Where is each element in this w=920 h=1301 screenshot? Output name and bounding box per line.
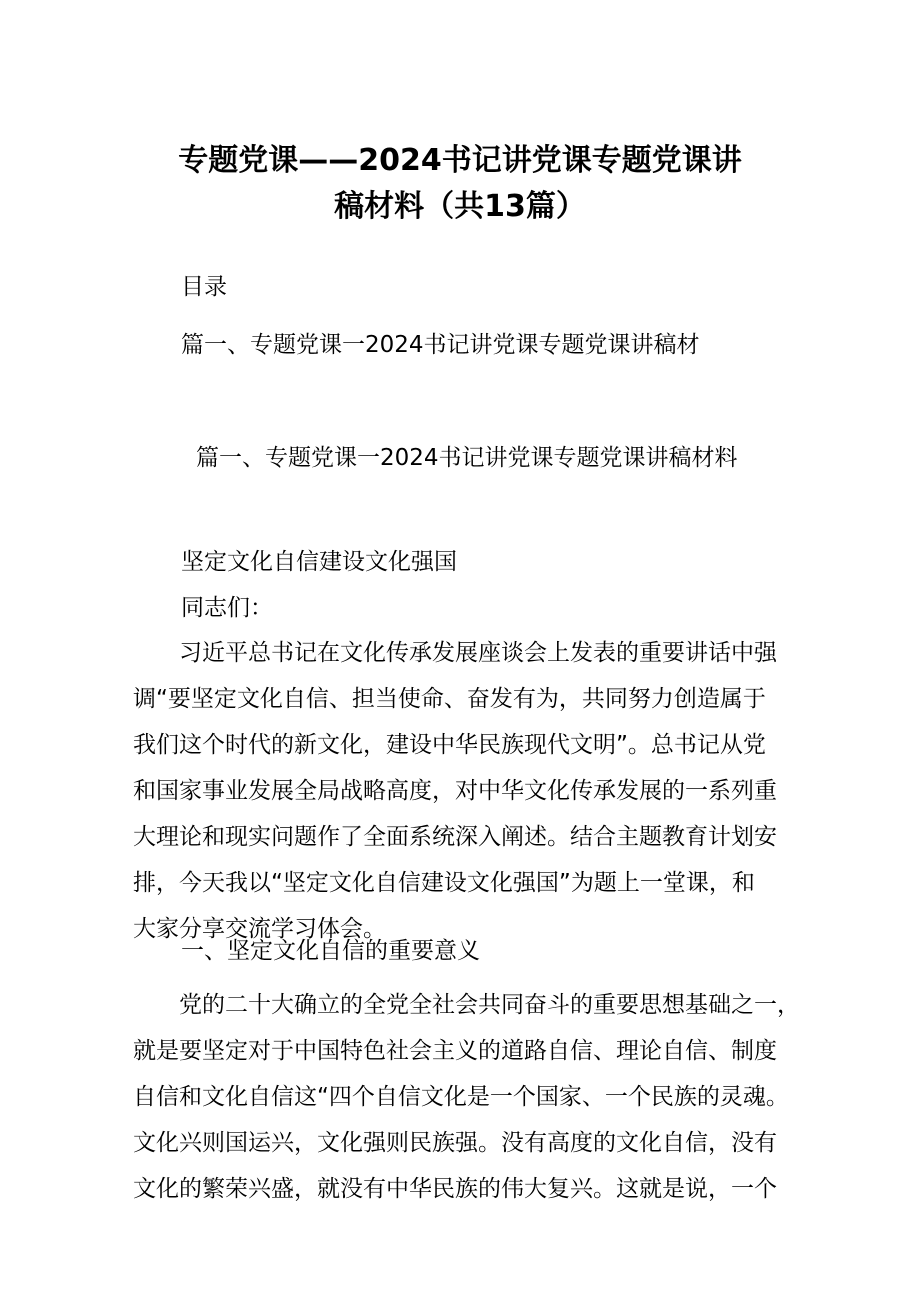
speech-subtitle: 坚定文化自信建设文化强国 xyxy=(181,549,457,575)
toc-label: 目录 xyxy=(181,274,227,300)
paragraph-2 xyxy=(133,982,800,1212)
paragraph-line: 就是要坚定对于中国特色社会主义的道路自信、理论自信、制度 xyxy=(133,1038,777,1064)
paragraph-line: 调“要坚定文化自信、担当使命、奋发有为，共同努力创造属于 xyxy=(133,686,766,712)
paragraph-1 xyxy=(133,630,793,952)
paragraph-line: 大家分享交流学习体会。 xyxy=(133,916,386,942)
paragraph-line: 我们这个时代的新文化，建设中华民族现代文明”。总书记从党 xyxy=(133,732,766,758)
paragraph-line: 和国家事业发展全局战略高度，对中华文化传承发展的一系列重 xyxy=(133,778,777,804)
paragraph-line: 排，今天我以“坚定文化自信建设文化强国”为题上一堂课，和 xyxy=(133,870,755,896)
toc-item: 篇一、专题党课一2024书记讲党课专题党课讲稿材 xyxy=(181,332,700,358)
paragraph-line: 文化的繁荣兴盛，就没有中华民族的伟大复兴。这就是说，一个 xyxy=(133,1176,777,1202)
paragraph-line: 大理论和现实问题作了全面系统深入阐述。结合主题教育计划安 xyxy=(133,824,777,850)
document-title-line-2: 稿材料（共13篇） xyxy=(334,189,586,224)
paragraph-line: 自信和文化自信这“四个自信文化是一个国家、一个民族的灵魂。 xyxy=(133,1084,789,1110)
greeting: 同志们： xyxy=(181,595,273,621)
paragraph-line: 党的二十大确立的全党全社会共同奋斗的重要思想基础之一， xyxy=(179,992,800,1018)
paragraph-line: 文化兴则国运兴，文化强则民族强。没有高度的文化自信，没有 xyxy=(133,1130,777,1156)
paragraph-line: 习近平总书记在文化传承发展座谈会上发表的重要讲话中强 xyxy=(179,640,777,666)
document-title-line-1: 专题党课——2024书记讲党课专题党课讲 xyxy=(178,143,742,178)
section-1-heading: 一、坚定文化自信的重要意义 xyxy=(181,938,480,964)
section-heading: 篇一、专题党课一2024书记讲党课专题党课讲稿材料 xyxy=(196,445,738,471)
